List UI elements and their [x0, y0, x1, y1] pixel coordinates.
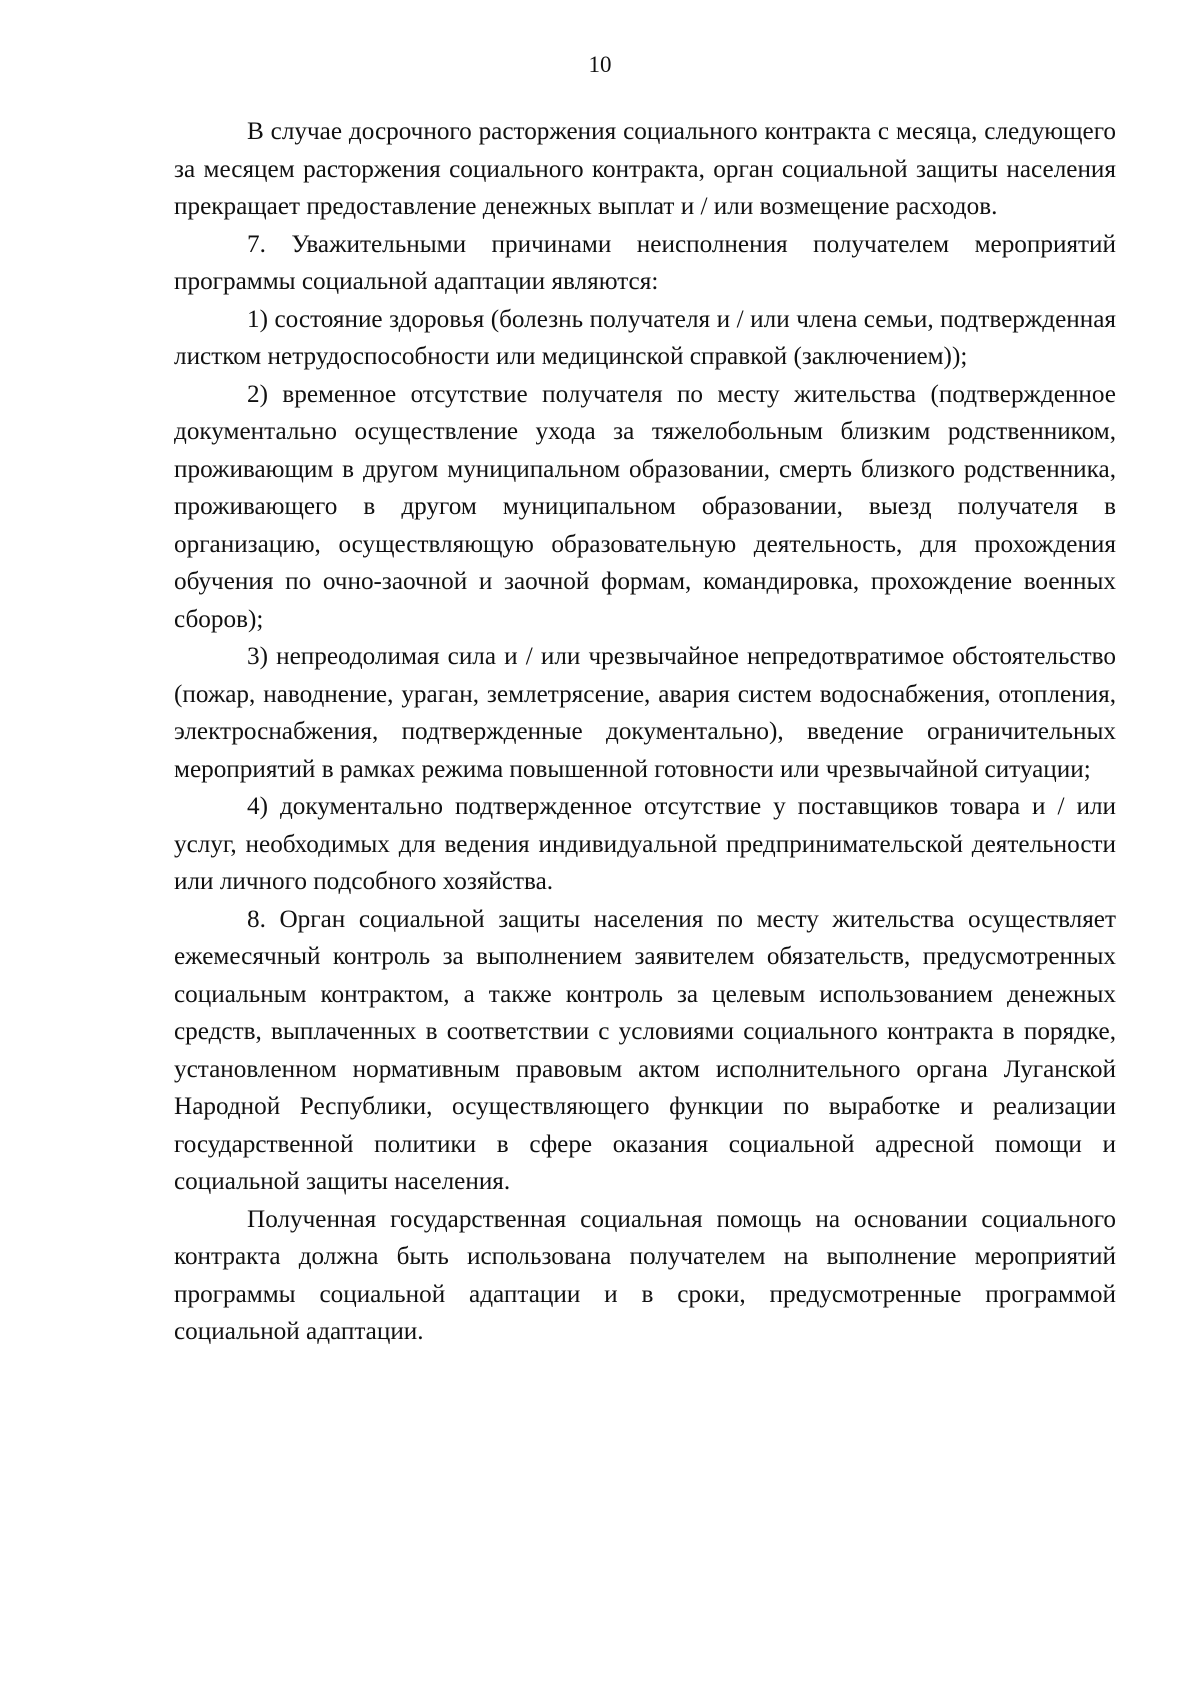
- paragraph-assistance-use: Полученная государственная социальная помощь на основании социального контракта должна быть использована получателем на выполнение мероприятий программы социальной адаптации и в сроки, предусмотренные программой социальной адаптации.: [174, 1205, 1116, 1345]
- page-number: 10: [588, 52, 612, 77]
- document-body: [174, 113, 1116, 1351]
- paragraph-8-control: 8. Орган социальной защиты населения по месту жительства осуществляет ежемесячный контроль за выполнением заявителем обязательств, предусмотренных социальным контрактом, а также контроль за целевым использованием денежных средств, выплаченных в соответствии с условиями социального контракта в порядке, установленном нормативным правовым актом исполнительного органа Луганской Народной Республики, осуществляющего функции по выработке и реализации государственной политики в сфере оказания социальной адресной помощи и социальной защиты населения.: [174, 905, 1116, 1195]
- list-item-2-absence: 2) временное отсутствие получателя по месту жительства (подтвержденное документально осуществление ухода за тяжелобольным близким родственником, проживающим в другом муниципальном образовании, смерть близкого родственника, проживающего в другом муниципальном образовании, выезд получателя в организацию, осуществляющую образовательную деятельность, для прохождения обучения по очно-заочной и заочной формам, командировка, прохождение военных сборов);: [174, 380, 1116, 633]
- list-item-1-health: 1) состояние здоровья (болезнь получателя и / или члена семьи, подтвержденная листком нетрудоспособности или медицинской справкой (заключением));: [174, 305, 1116, 370]
- list-item-3-force-majeure: 3) непреодолимая сила и / или чрезвычайное непредотвратимое обстоятельство (пожар, наводнение, ураган, землетрясение, авария систем водоснабжения, отопления, электроснабжения, подтвержденные документально), введение ограничительных мероприятий в рамках режима повышенной готовности или чрезвычайной ситуации;: [174, 643, 1116, 783]
- list-item-4-supplier-absence: 4) документально подтвержденное отсутствие у поставщиков товара и / или услуг, необходимых для ведения индивидуальной предпринимательской деятельности или личного подсобного хозяйства.: [174, 793, 1116, 895]
- paragraph-termination: В случае досрочного расторжения социального контракта с месяца, следующего за месяцем расторжения социального контракта, орган социальной защиты населения прекращает предоставление денежных выплат и / или возмещение расходов.: [174, 118, 1116, 220]
- paragraph-7-valid-reasons: 7. Уважительными причинами неисполнения получателем мероприятий программы социальной адаптации являются:: [174, 230, 1116, 295]
